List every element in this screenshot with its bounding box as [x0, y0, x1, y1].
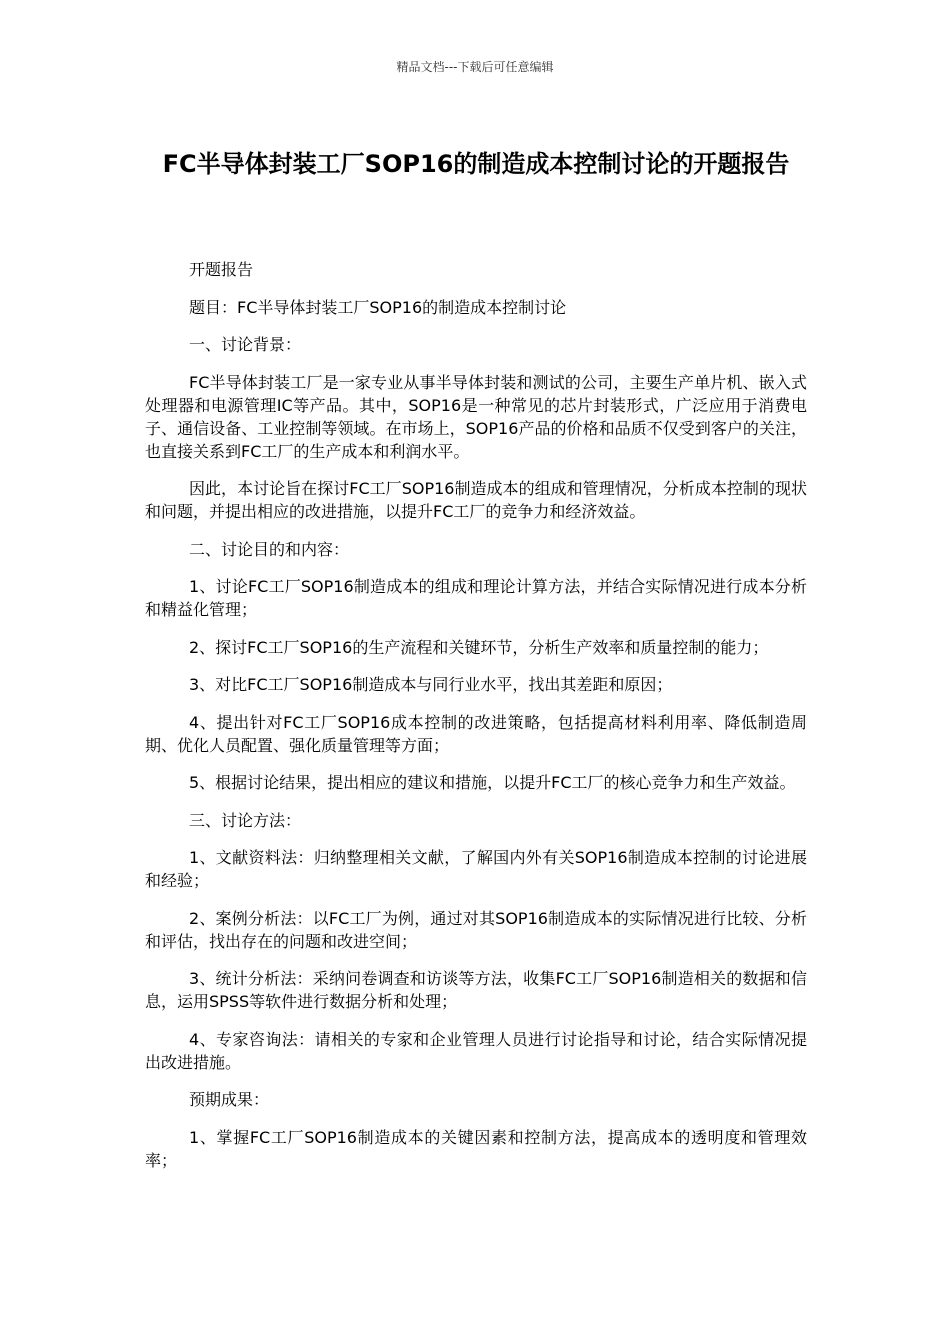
section-heading-methods: 三、讨论方法：	[189, 810, 302, 830]
paragraph: 因此，本讨论旨在探讨FC工厂SOP16制造成本的组成和管理情况，分析成本控制的现状和问题，并提出相应的改进措施，以提升FC工厂的竞争力和经济效益。	[145, 479, 807, 521]
list-item: 4、提出针对FC工厂SOP16成本控制的改进策略，包括提高材料利用率、降低制造周期、优化人员配置、强化质量管理等方面；	[145, 712, 807, 755]
document-title: FC半导体封装工厂SOP16的制造成本控制讨论的开题报告	[162, 150, 790, 178]
list-item: 4、专家咨询法：请相关的专家和企业管理人员进行讨论指导和讨论，结合实际情况提出改进措施。	[145, 1029, 807, 1072]
header-note: 精品文档---下载后可任意编辑	[396, 60, 554, 74]
list-item: 1、文献资料法：归纳整理相关文献，了解国内外有关SOP16制造成本控制的讨论进展和经验；	[145, 848, 807, 890]
document-body	[145, 258, 807, 1186]
section-heading-objectives: 二、讨论目的和内容：	[189, 539, 350, 559]
paragraph-report-label: 开题报告	[189, 260, 254, 279]
section-heading-expected-results: 预期成果：	[189, 1090, 270, 1109]
list-item: 2、探讨FC工厂SOP16的生产流程和关键环节，分析生产效率和质量控制的能力；	[189, 637, 769, 657]
list-item: 3、统计分析法：采纳问卷调查和访谈等方法，收集FC工厂SOP16制造相关的数据和信息，运用SPSS等软件进行数据分析和处理；	[145, 969, 807, 1011]
list-item: 1、掌握FC工厂SOP16制造成本的关键因素和控制方法，提高成本的透明度和管理效率；	[145, 1127, 807, 1170]
list-item: 2、案例分析法：以FC工厂为例，通过对其SOP16制造成本的实际情况进行比较、分析和评估，找出存在的问题和改进空间；	[145, 908, 807, 951]
list-item: 3、对比FC工厂SOP16制造成本与同行业水平，找出其差距和原因；	[189, 675, 673, 694]
list-item: 1、讨论FC工厂SOP16制造成本的组成和理论计算方法，并结合实际情况进行成本分析和精益化管理；	[145, 577, 807, 619]
paragraph-topic: 题目：FC半导体封装工厂SOP16的制造成本控制讨论	[189, 297, 567, 317]
list-item: 5、根据讨论结果，提出相应的建议和措施，以提升FC工厂的核心竞争力和生产效益。	[189, 773, 796, 792]
section-heading-background: 一、讨论背景：	[189, 335, 302, 354]
paragraph: FC半导体封装工厂是一家专业从事半导体封装和测试的公司，主要生产单片机、嵌入式处理器和电源管理IC等产品。其中，SOP16是一种常见的芯片封装形式，广泛应用于消费电子、通信设备、工业控制等领域。在市场上，SOP16产品的价格和品质不仅受到客户的关注，也直接关系到FC工厂的生产成本和利润水平。	[145, 372, 807, 461]
